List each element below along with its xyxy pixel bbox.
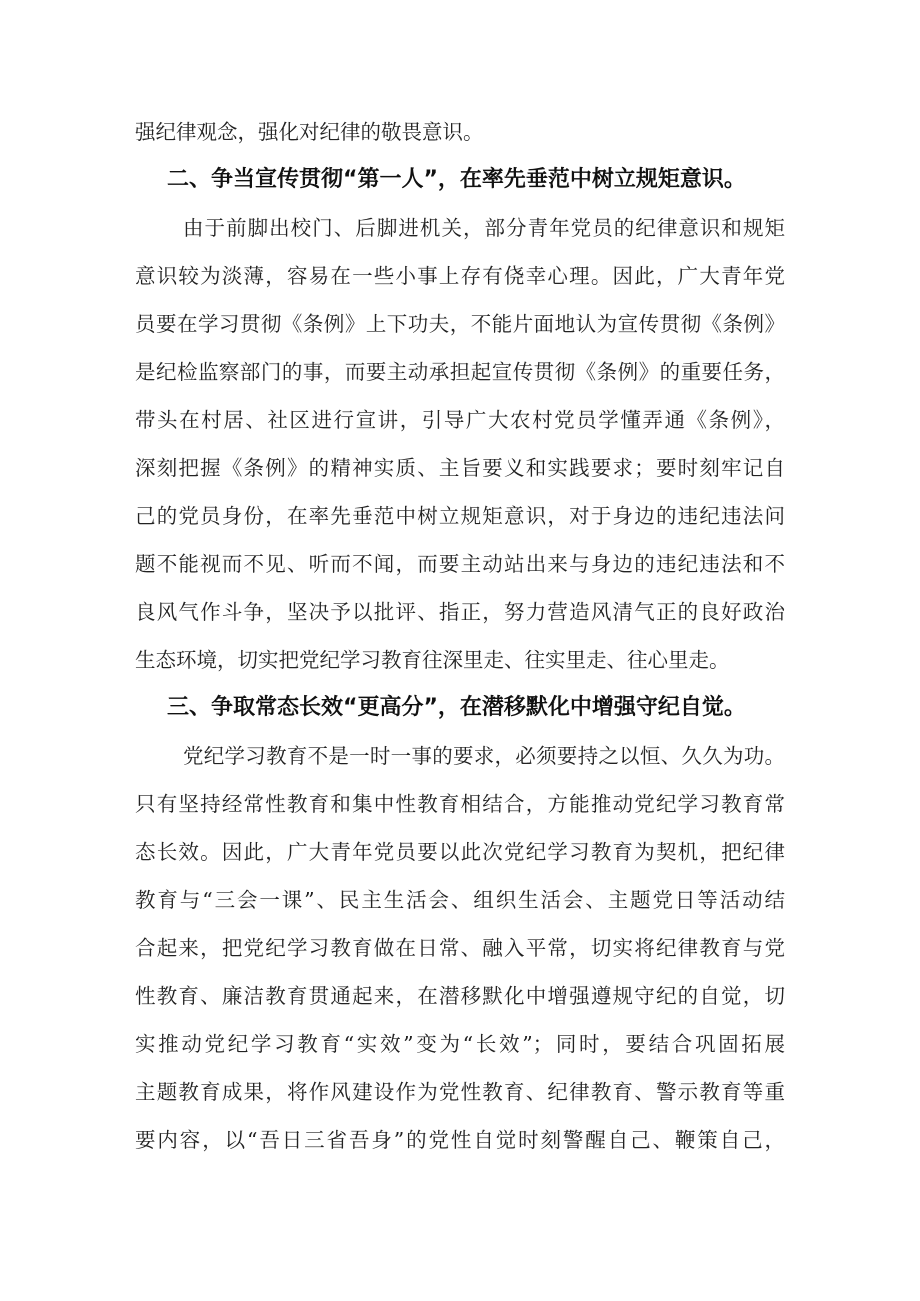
document-body	[135, 108, 785, 1164]
section-heading: 三、争取常态长效“更高分”，在潜移默化中增强守纪自觉。	[167, 695, 746, 720]
paragraph-line: 态长效。因此，广大青年党员要以此次党纪学习教育为契机，把纪律	[135, 840, 785, 864]
paragraph-line: 实推动党纪学习教育“实效”变为“长效”；同时，要结合巩固拓展	[135, 1032, 785, 1056]
paragraph-line: 良风气作斗争，坚决予以批评、指正，努力营造风清气正的良好政治	[135, 600, 785, 624]
paragraph-line: 己的党员身份，在率先垂范中树立规矩意识，对于身边的违纪违法问	[135, 504, 785, 528]
paragraph-line: 深刻把握《条例》的精神实质、主旨要义和实践要求；要时刻牢记自	[135, 456, 785, 480]
paragraph-line: 带头在村居、社区进行宣讲，引导广大农村党员学懂弄通《条例》，	[135, 408, 785, 432]
paragraph-line: 生态环境，切实把党纪学习教育往深里走、往实里走、往心里走。	[135, 648, 730, 672]
paragraph-line: 由于前脚出校门、后脚进机关，部分青年党员的纪律意识和规矩	[183, 216, 785, 240]
paragraph-line: 意识较为淡薄，容易在一些小事上存有侥幸心理。因此，广大青年党	[135, 264, 785, 288]
paragraph-line: 合起来，把党纪学习教育做在日常、融入平常，切实将纪律教育与党	[135, 936, 785, 960]
paragraph-line: 党纪学习教育不是一时一事的要求，必须要持之以恒、久久为功。	[183, 744, 785, 768]
paragraph-line: 是纪检监察部门的事，而要主动承担起宣传贯彻《条例》的重要任务，	[135, 360, 785, 384]
paragraph-line: 主题教育成果，将作风建设作为党性教育、纪律教育、警示教育等重	[135, 1080, 785, 1104]
paragraph-line: 教育与“三会一课”、民主生活会、组织生活会、主题党日等活动结	[135, 888, 785, 912]
paragraph-line: 要内容，以“吾日三省吾身”的党性自觉时刻警醒自己、鞭策自己，	[135, 1128, 785, 1152]
section-heading: 二、争当宣传贯彻“第一人”，在率先垂范中树立规矩意识。	[167, 167, 746, 192]
paragraph-line: 强纪律观念，强化对纪律的敬畏意识。	[135, 120, 484, 144]
paragraph-line: 题不能视而不见、听而不闻，而要主动站出来与身边的违纪违法和不	[135, 552, 785, 576]
paragraph-line: 性教育、廉洁教育贯通起来，在潜移默化中增强遵规守纪的自觉，切	[135, 984, 785, 1008]
paragraph-line: 只有坚持经常性教育和集中性教育相结合，方能推动党纪学习教育常	[135, 792, 785, 816]
paragraph-line: 员要在学习贯彻《条例》上下功夫，不能片面地认为宣传贯彻《条例》	[135, 312, 785, 336]
